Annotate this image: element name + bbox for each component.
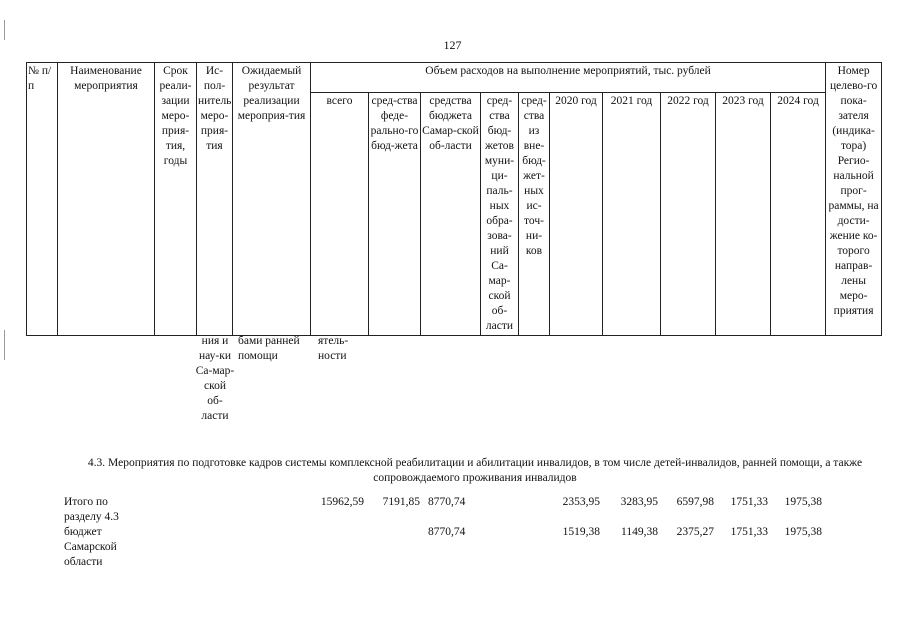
header-sub-municipal: сред-ства бюд-жетов муни-ци-паль-ных обра-зова-ний Са-мар-ской об-ласти — [481, 93, 519, 336]
continuation-result: бами ранней помощи — [238, 335, 300, 362]
header-col-name: Наименование мероприятия — [58, 63, 155, 336]
header-sub-2020: 2020 год — [550, 93, 603, 336]
scan-edge-line — [4, 330, 5, 360]
header-col-indicator: Номер целево-го пока-зателя (индика-тора) Регио-нальной прог-раммы, на дости-жение ко-торого направ-лены меро-приятия — [826, 63, 882, 336]
scan-edge-line — [4, 20, 5, 40]
row0-2023: 1751,33 — [730, 496, 768, 508]
header-sub-federal: сред-ства феде-рально-го бюд-жета — [369, 93, 421, 336]
row0-total: 15962,59 — [320, 496, 364, 508]
row1-2022: 2375,27 — [676, 526, 714, 538]
section-title: 4.3. Мероприятия по подготовке кадров системы комплексной реабилитации и абилитации инвалидов, в том числе детей-инвалидов, ранней помощи, а также сопровождаемого проживания инвалидов — [87, 457, 863, 484]
table-header — [26, 62, 882, 336]
row0-2021: 3283,95 — [620, 496, 658, 508]
header-sub-2023: 2023 год — [716, 93, 771, 336]
page-number: 127 — [443, 38, 462, 52]
row0-2024: 1975,38 — [784, 496, 822, 508]
row0-2022: 6597,98 — [676, 496, 714, 508]
row0-federal: 7191,85 — [382, 496, 420, 508]
header-sub-2021: 2021 год — [603, 93, 661, 336]
row0-regional: 8770,74 — [428, 496, 466, 508]
header-col-number: № п/п — [27, 63, 58, 336]
header-sub-2022: 2022 год — [661, 93, 716, 336]
header-sub-regional: средства бюджета Самар-ской об-ласти — [421, 93, 481, 336]
continuation-executor: ния и нау-ки Са-мар-ской об-ласти — [195, 335, 235, 422]
row1-2024: 1975,38 — [784, 526, 822, 538]
header-col-executor: Ис-пол-нитель меро-прия-тия — [197, 63, 233, 336]
row0-2020: 2353,95 — [562, 496, 600, 508]
continuation-total: ятель-ности — [318, 335, 349, 362]
row1-2020: 1519,38 — [562, 526, 600, 538]
row-label-total: Итого по разделу 4.3 — [64, 496, 119, 523]
header-col-result: Ожидаемый результат реализации мероприя-тия — [233, 63, 311, 336]
header-col-period: Срок реали-зации меро-прия-тия, годы — [155, 63, 197, 336]
header-sub-2024: 2024 год — [771, 93, 826, 336]
row-label-regional-budget: бюджет Самарской области — [64, 526, 117, 568]
row1-2021: 1149,38 — [621, 526, 658, 538]
header-sub-offbudget: сред-ства из вне-бюд-жет-ных ис-точ-ни-ков — [519, 93, 550, 336]
row1-regional: 8770,74 — [428, 526, 466, 538]
row1-2023: 1751,33 — [730, 526, 768, 538]
header-sub-total: всего — [311, 93, 369, 336]
header-col-expenses: Объем расходов на выполнение мероприятий, тыс. рублей — [311, 63, 826, 93]
